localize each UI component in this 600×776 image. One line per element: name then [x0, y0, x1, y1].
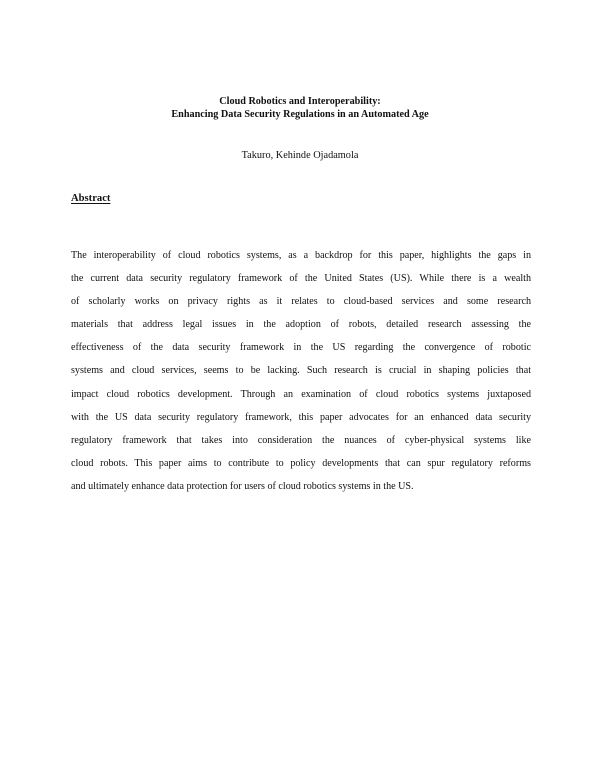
abstract-line: impact cloud robotics development. Through an examination of cloud robotics systems juxtaposed	[71, 388, 531, 400]
abstract-heading: Abstract	[71, 193, 111, 204]
abstract-line: the current data security regulatory framework of the United States (US). While there is a wealth	[71, 273, 531, 285]
abstract-line: The interoperability of cloud robotics systems, as a backdrop for this paper, highlights the gaps in	[71, 250, 531, 261]
abstract-line: cloud robots. This paper aims to contribute to policy developments that can spur regulatory reforms	[71, 457, 531, 469]
abstract-line: with the US data security regulatory framework, this paper advocates for an enhanced data security	[71, 411, 531, 423]
abstract-line: materials that address legal issues in the adoption of robots, detailed research assessing the	[71, 319, 531, 331]
abstract-line: and ultimately enhance data protection for users of cloud robotics systems in the US.	[71, 480, 414, 492]
abstract-body	[71, 244, 531, 498]
abstract-line: systems and cloud services, seems to be lacking. Such research is crucial in shaping policies that	[71, 365, 531, 377]
abstract-line: of scholarly works on privacy rights as it relates to cloud-based services and some research	[71, 296, 531, 308]
title-line-1: Cloud Robotics and Interoperability:	[219, 96, 381, 107]
title-line-2: Enhancing Data Security Regulations in an Automated Age	[171, 108, 429, 120]
paper-title	[0, 96, 600, 121]
abstract-line: effectiveness of the data security framework in the US regarding the convergence of robotic	[71, 342, 531, 354]
abstract-line: regulatory framework that takes into consideration the nuances of cyber-physical systems like	[71, 434, 531, 446]
author-line: Takuro, Kehinde Ojadamola	[241, 150, 359, 161]
